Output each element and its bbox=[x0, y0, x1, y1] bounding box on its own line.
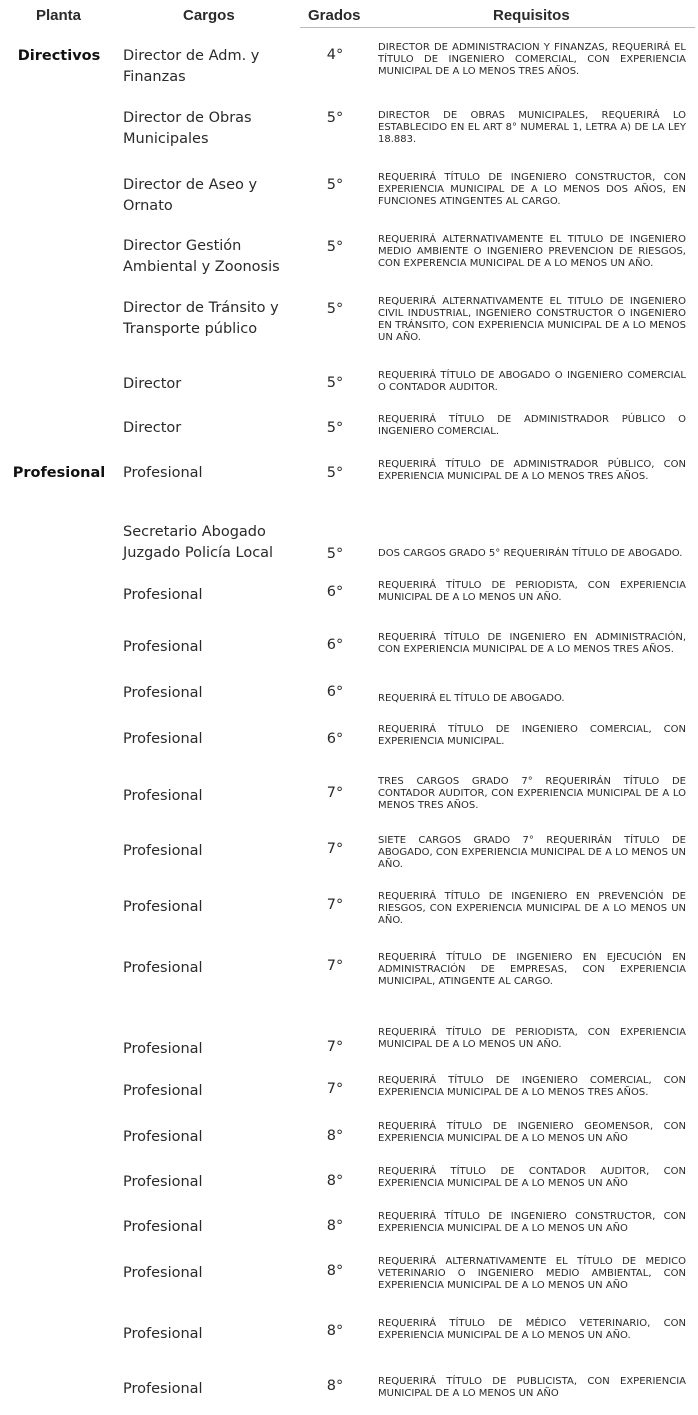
grado-cell: 6° bbox=[326, 584, 344, 600]
requisito-cell: DIRECTOR DE OBRAS MUNICIPALES, REQUERIRÁ LO ESTABLECIDO EN EL ART 8° NUMERAL 1, LETRA A) DE LA LEY 18.883. bbox=[378, 110, 686, 145]
cargo-cell: Profesional bbox=[123, 731, 203, 747]
grado-cell: 7° bbox=[326, 1039, 344, 1055]
planta-category: Directivos bbox=[17, 48, 101, 64]
grado-cell: 5° bbox=[326, 420, 344, 436]
grado-cell: 8° bbox=[326, 1218, 344, 1234]
requisito-cell: REQUERIRÁ TÍTULO DE CONTADOR AUDITOR, CON EXPERIENCIA MUNICIPAL DE A LO MENOS UN AÑO bbox=[378, 1166, 686, 1189]
cargo-cell: Profesional bbox=[123, 843, 203, 859]
grado-cell: 8° bbox=[326, 1323, 344, 1339]
grado-cell: 5° bbox=[326, 239, 344, 255]
grado-cell: 5° bbox=[326, 375, 344, 391]
cargo-cell: Director bbox=[123, 420, 182, 436]
cargo-cell: Profesional bbox=[123, 1265, 203, 1281]
requisito-cell: REQUERIRÁ TÍTULO DE PUBLICISTA, CON EXPERIENCIA MUNICIPAL DE A LO MENOS UN AÑO bbox=[378, 1376, 686, 1399]
requisito-cell: REQUERIRÁ TÍTULO DE ADMINISTRADOR PÚBLICO O INGENIERO COMERCIAL. bbox=[378, 414, 686, 437]
grado-cell: 4° bbox=[326, 47, 344, 63]
grado-cell: 8° bbox=[326, 1173, 344, 1189]
requisito-cell: REQUERIRÁ EL TÍTULO DE ABOGADO. bbox=[378, 693, 565, 704]
grado-cell: 7° bbox=[326, 958, 344, 974]
grado-cell: 7° bbox=[326, 841, 344, 857]
cargo-cell: Profesional bbox=[123, 1041, 203, 1057]
cargo-cell: Profesional bbox=[123, 788, 203, 804]
requisito-cell: REQUERIRÁ ALTERNATIVAMENTE EL TÍTULO DE MEDICO VETERINARIO O INGENIERO MEDIO AMBIENTAL, CON EXPERIENCIA MUNICIPAL DE A LO MENOS UN AÑO bbox=[378, 1256, 686, 1291]
planta-category: Profesional bbox=[12, 465, 106, 481]
requisito-cell: REQUERIRÁ TÍTULO DE INGENIERO CONSTRUCTOR, CON EXPERIENCIA MUNICIPAL DE A LO MENOS UN AÑO bbox=[378, 1211, 686, 1234]
cargo-cell: Director bbox=[123, 376, 182, 392]
requisito-cell: SIETE CARGOS GRADO 7° REQUERIRÁN TÍTULO DE ABOGADO, CON EXPERIENCIA MUNICIPAL DE A LO MENOS UN AÑO. bbox=[378, 835, 686, 870]
cargo-cell: Profesional bbox=[123, 639, 203, 655]
cargo-cell: Profesional bbox=[123, 685, 203, 701]
header-planta: Planta bbox=[36, 7, 82, 24]
requisito-cell: REQUERIRÁ TÍTULO DE INGENIERO EN ADMINISTRACIÓN, CON EXPERIENCIA MUNICIPAL DE A LO MENOS TRES AÑOS. bbox=[378, 632, 686, 655]
cargo-cell: Profesional bbox=[123, 1219, 203, 1235]
grado-cell: 7° bbox=[326, 897, 344, 913]
cargo-cell: Profesional bbox=[123, 1174, 203, 1190]
cargo-cell: Profesional bbox=[123, 960, 203, 976]
requisito-cell: REQUERIRÁ TÍTULO DE PERIODISTA, CON EXPERIENCIA MUNICIPAL DE A LO MENOS UN AÑO. bbox=[378, 1027, 686, 1050]
grado-cell: 5° bbox=[326, 546, 344, 562]
grado-cell: 8° bbox=[326, 1128, 344, 1144]
cargo-cell: Profesional bbox=[123, 1083, 203, 1099]
requisito-cell: REQUERIRÁ TÍTULO DE INGENIERO GEOMENSOR, CON EXPERIENCIA MUNICIPAL DE A LO MENOS UN AÑO bbox=[378, 1121, 686, 1144]
requisito-cell: REQUERIRÁ TÍTULO DE PERIODISTA, CON EXPERIENCIA MUNICIPAL DE A LO MENOS UN AÑO. bbox=[378, 580, 686, 603]
cargo-cell: Director de Adm. y Finanzas bbox=[123, 48, 260, 85]
grado-cell: 5° bbox=[326, 110, 344, 126]
grado-cell: 6° bbox=[326, 731, 344, 747]
grado-cell: 5° bbox=[326, 465, 344, 481]
header-divider bbox=[300, 27, 695, 28]
cargo-cell: Profesional bbox=[123, 1129, 203, 1145]
grado-cell: 8° bbox=[326, 1263, 344, 1279]
grado-cell: 6° bbox=[326, 684, 344, 700]
requisito-cell: REQUERIRÁ ALTERNATIVAMENTE EL TITULO DE INGENIERO MEDIO AMBIENTE O INGENIERO PREVENCION DE RIESGOS, CON EXPERENCIA MUNICIPAL DE A LO MENOS UN AÑO. bbox=[378, 234, 686, 269]
requisito-cell: DOS CARGOS GRADO 5° REQUERIRÁN TÍTULO DE ABOGADO. bbox=[378, 548, 683, 559]
requisito-cell: REQUERIRÁ TÍTULO DE INGENIERO EN PREVENCIÓN DE RIESGOS, CON EXPERIENCIA MUNICIPAL DE A LO MENOS UN AÑO. bbox=[378, 891, 686, 926]
cargo-cell: Profesional bbox=[123, 899, 203, 915]
header-requisitos: Requisitos bbox=[493, 7, 570, 24]
header-grados: Grados bbox=[308, 7, 361, 24]
cargo-cell: Director Gestión Ambiental y Zoonosis bbox=[123, 238, 280, 275]
requisito-cell: TRES CARGOS GRADO 7° REQUERIRÁN TÍTULO DE CONTADOR AUDITOR, CON EXPERIENCIA MUNICIPAL DE A LO MENOS TRES AÑOS. bbox=[378, 776, 686, 811]
cargo-cell: Profesional bbox=[123, 587, 203, 603]
requisito-cell: REQUERIRÁ TÍTULO DE MÉDICO VETERINARIO, CON EXPERIENCIA MUNICIPAL DE A LO MENOS UN AÑO. bbox=[378, 1318, 686, 1341]
grado-cell: 8° bbox=[326, 1378, 344, 1394]
requisito-cell: REQUERIRÁ TÍTULO DE ABOGADO O INGENIERO COMERCIAL O CONTADOR AUDITOR. bbox=[378, 370, 686, 393]
requisito-cell: DIRECTOR DE ADMINISTRACION Y FINANZAS, REQUERIRÁ EL TÍTULO DE INGENIERO COMERCIAL, CON EXPERIENCIA MUNICIPAL DE A LO MENOS TRES AÑOS. bbox=[378, 42, 686, 77]
cargo-cell: Profesional bbox=[123, 1326, 203, 1342]
grado-cell: 5° bbox=[326, 177, 344, 193]
header-cargos: Cargos bbox=[183, 7, 235, 24]
requisito-cell: REQUERIRÁ TÍTULO DE INGENIERO COMERCIAL, CON EXPERIENCIA MUNICIPAL. bbox=[378, 724, 686, 747]
requisito-cell: REQUERIRÁ ALTERNATIVAMENTE EL TITULO DE INGENIERO CIVIL INDUSTRIAL, INGENIERO CONSTRUCTOR O INGENIERO EN TRÁNSITO, CON EXPERIENCIA MUNICIPAL DE A LO MENOS UN AÑO. bbox=[378, 296, 686, 343]
grado-cell: 7° bbox=[326, 1081, 344, 1097]
cargo-cell: Director de Tránsito y Transporte público bbox=[123, 300, 279, 337]
grado-cell: 5° bbox=[326, 301, 344, 317]
requisito-cell: REQUERIRÁ TÍTULO DE INGENIERO CONSTRUCTOR, CON EXPERIENCIA MUNICIPAL DE A LO MENOS DOS AÑOS, EN FUNCIONES ATINGENTES AL CARGO. bbox=[378, 172, 686, 207]
grado-cell: 7° bbox=[326, 785, 344, 801]
cargo-cell: Director de Obras Municipales bbox=[123, 110, 252, 147]
cargo-cell: Director de Aseo y Ornato bbox=[123, 177, 258, 214]
requisito-cell: REQUERIRÁ TÍTULO DE ADMINISTRADOR PÚBLICO, CON EXPERIENCIA MUNICIPAL DE A LO MENOS TRES AÑOS. bbox=[378, 459, 686, 482]
cargo-cell: Secretario Abogado Juzgado Policía Local bbox=[123, 524, 274, 561]
cargo-cell: Profesional bbox=[123, 465, 203, 481]
requisito-cell: REQUERIRÁ TÍTULO DE INGENIERO EN EJECUCIÓN EN ADMINISTRACIÓN DE EMPRESAS, CON EXPERIENCIA MUNICIPAL, ATINGENTE AL CARGO. bbox=[378, 952, 686, 987]
requisito-cell: REQUERIRÁ TÍTULO DE INGENIERO COMERCIAL, CON EXPERIENCIA MUNICIPAL DE A LO MENOS TRES AÑOS. bbox=[378, 1075, 686, 1098]
grado-cell: 6° bbox=[326, 637, 344, 653]
cargo-cell: Profesional bbox=[123, 1381, 203, 1397]
